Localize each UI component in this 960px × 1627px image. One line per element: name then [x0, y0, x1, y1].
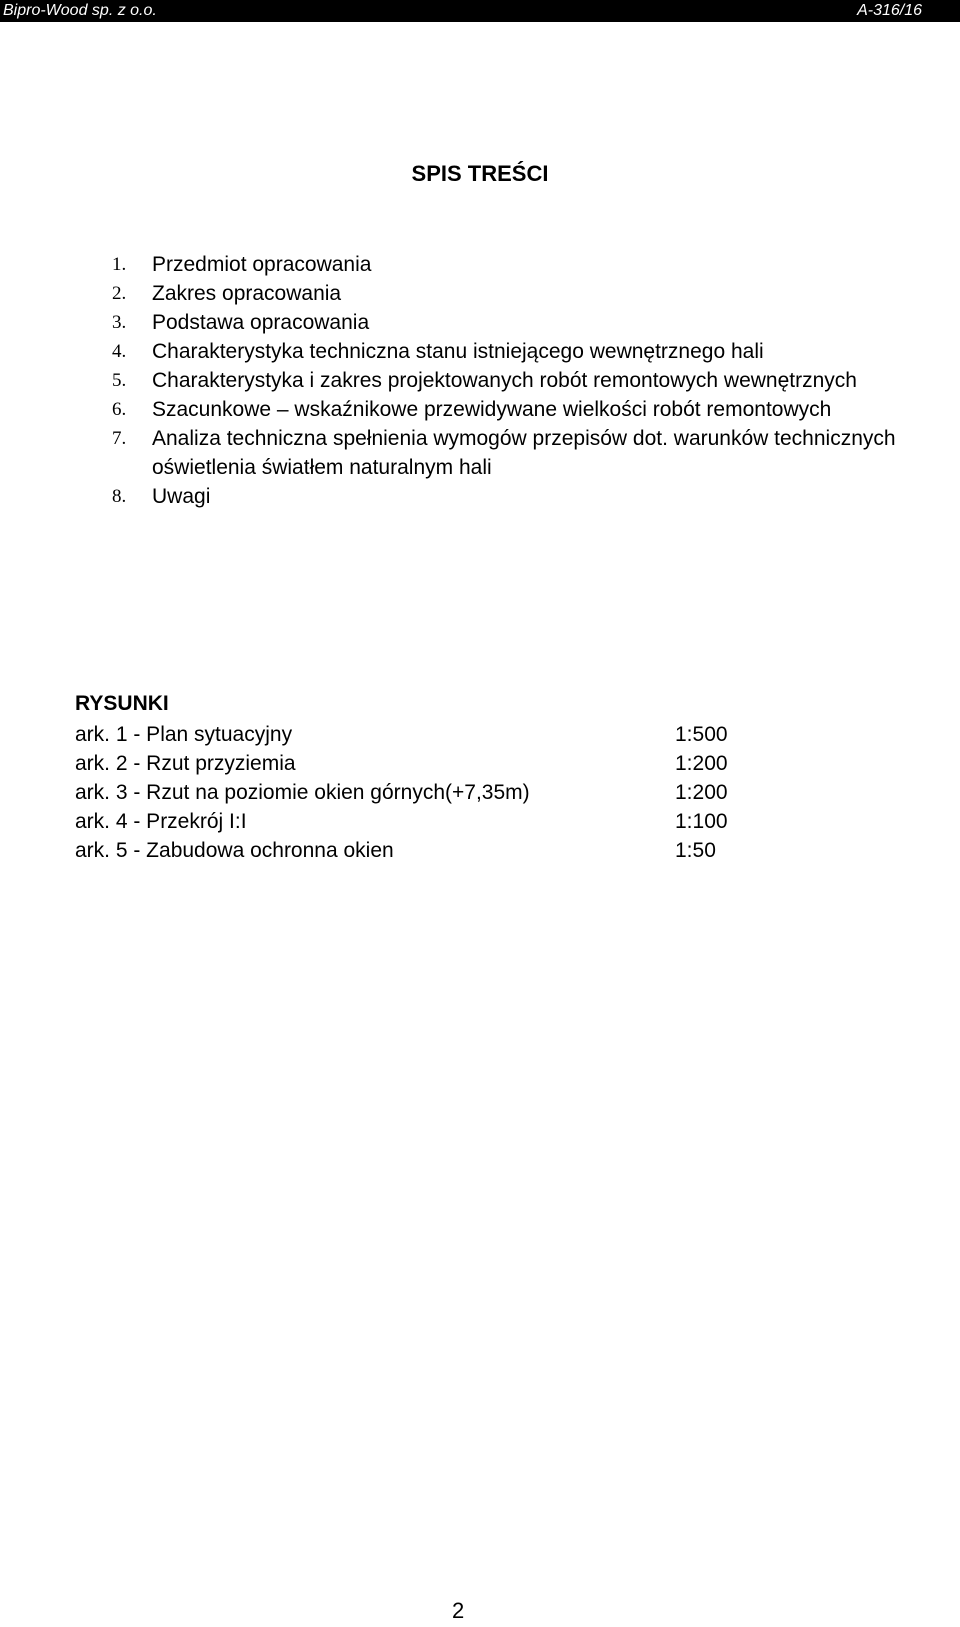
toc-item-text: Zakres opracowania — [152, 282, 342, 305]
drawing-name: ark. 1 - Plan sytuacyjny — [75, 723, 293, 746]
toc-item — [108, 395, 908, 424]
drawing-row — [75, 807, 775, 836]
drawing-scale: 1:50 — [675, 839, 716, 862]
table-of-contents — [108, 250, 908, 511]
toc-item — [108, 337, 908, 366]
document-code: A-316/16 — [857, 2, 922, 19]
drawing-row — [75, 749, 775, 778]
page-title: SPIS TREŚCI — [411, 161, 549, 186]
toc-item-number: 2. — [112, 283, 127, 304]
toc-item-text: Uwagi — [152, 485, 211, 508]
toc-item-number: 4. — [112, 341, 127, 362]
toc-item-text: Podstawa opracowania — [152, 311, 370, 334]
page-number: 2 — [452, 1598, 465, 1623]
toc-item-text: Analiza techniczna spełnienia wymogów przepisów dot. warunków technicznych oświetlenia światłem naturalnym hali — [152, 427, 896, 479]
drawing-name: ark. 3 - Rzut na poziomie okien górnych(+7,35m) — [75, 781, 530, 804]
drawing-row — [75, 778, 775, 807]
toc-item-text: Charakterystyka techniczna stanu istniejącego wewnętrznego hali — [152, 340, 764, 363]
toc-item-text: Szacunkowe – wskaźnikowe przewidywane wielkości robót remontowych — [152, 398, 832, 421]
drawing-scale: 1:200 — [675, 781, 728, 804]
toc-item — [108, 308, 908, 337]
drawing-scale: 1:200 — [675, 752, 728, 775]
toc-item-text: Przedmiot opracowania — [152, 253, 372, 276]
toc-item-number: 5. — [112, 370, 127, 391]
drawing-scale: 1:500 — [675, 723, 728, 746]
toc-item — [108, 424, 908, 482]
drawings-heading: RYSUNKI — [75, 692, 169, 715]
toc-item — [108, 482, 908, 511]
toc-item-number: 8. — [112, 486, 127, 507]
drawing-name: ark. 5 - Zabudowa ochronna okien — [75, 839, 394, 862]
toc-item-number: 1. — [112, 254, 127, 275]
toc-item-text: Charakterystyka i zakres projektowanych robót remontowych wewnętrznych — [152, 369, 857, 392]
drawing-name: ark. 2 - Rzut przyziemia — [75, 752, 296, 775]
drawings-list — [75, 720, 775, 865]
toc-item — [108, 279, 908, 308]
toc-item — [108, 250, 908, 279]
drawing-row — [75, 720, 775, 749]
drawing-name: ark. 4 - Przekrój I:I — [75, 810, 247, 833]
page-header — [0, 0, 960, 22]
drawing-scale: 1:100 — [675, 810, 728, 833]
toc-item-number: 6. — [112, 399, 127, 420]
company-name: Bipro-Wood sp. z o.o. — [3, 2, 157, 19]
toc-item-number: 7. — [112, 428, 127, 449]
drawing-row — [75, 836, 775, 865]
toc-item-number: 3. — [112, 312, 127, 333]
toc-item — [108, 366, 908, 395]
